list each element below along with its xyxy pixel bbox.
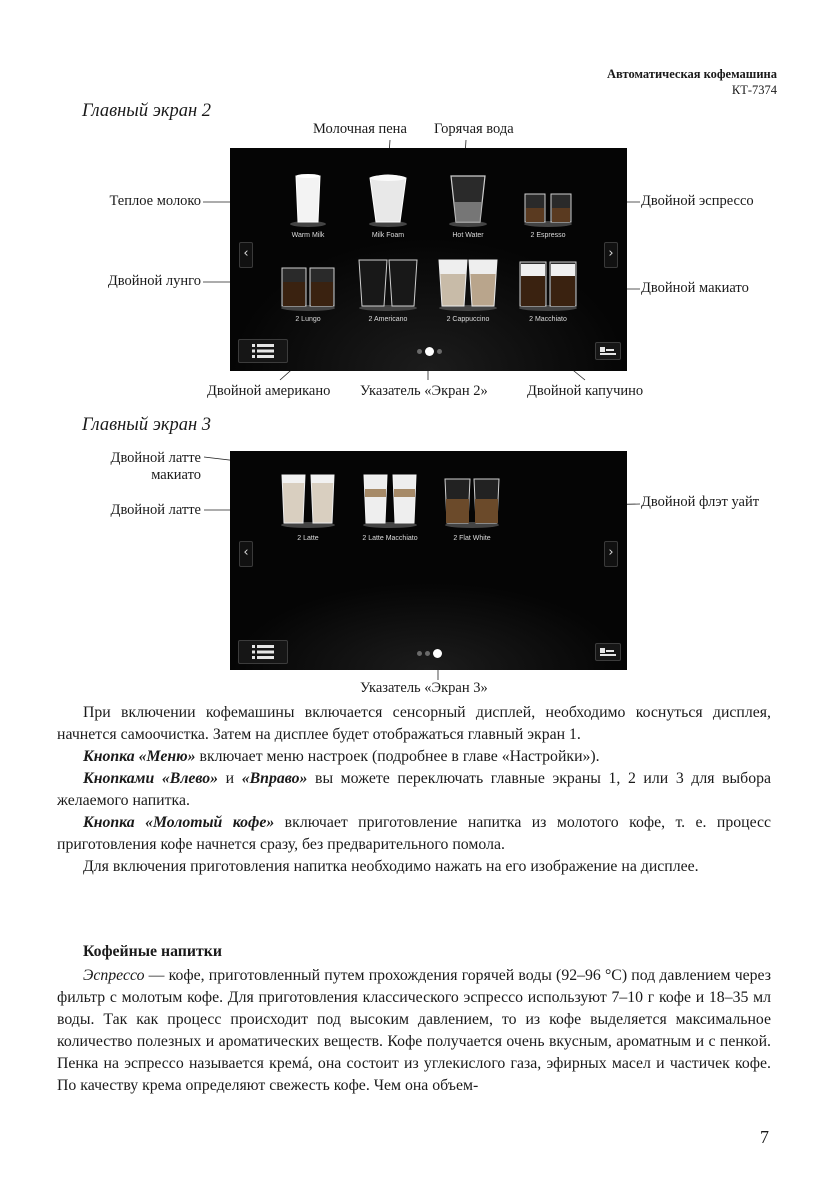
ground-coffee-icon <box>599 646 617 658</box>
term-menu-button: Кнопка «Меню» <box>83 748 196 765</box>
screen2-title: Главный экран 2 <box>82 101 212 121</box>
drink-label: 2 Flat White <box>453 535 491 542</box>
instructions-text <box>57 702 771 878</box>
callout-milk-foam: Молочная пена <box>313 121 407 137</box>
callout-double-americano: Двойной американо <box>207 383 331 399</box>
double-latte-macchiato-glasses-icon <box>360 471 420 529</box>
page-dot-active <box>425 347 434 356</box>
menu-icon <box>252 644 274 660</box>
ground-coffee-icon <box>599 345 617 357</box>
page-indicator <box>417 347 442 356</box>
hot-water-glass-icon <box>446 172 490 228</box>
drink-label: Warm Milk <box>291 232 325 239</box>
drink-milk-foam[interactable] <box>348 172 428 239</box>
drink-label: 2 Lungo <box>295 316 321 323</box>
double-macchiato-glasses-icon <box>516 256 580 312</box>
paragraph-intro: При включении кофемашины включается сенсорный дисплей, необходимо коснуться дисплея, начнется самоочистка. Затем на дисплее будет отображаться главный экран 1. <box>57 704 771 743</box>
chevron-left-icon: ‹ <box>243 545 249 560</box>
callout-double-espresso: Двойной эспрессо <box>641 193 754 209</box>
coffee-drinks-heading: Кофейные напитки <box>83 943 222 960</box>
page-dot <box>417 349 422 354</box>
main-screen-2 <box>230 148 627 371</box>
header-model: КТ-7374 <box>731 83 777 97</box>
chevron-right-icon: › <box>608 246 614 261</box>
page-number: 7 <box>760 1127 769 1147</box>
drink-2-latte-macchiato[interactable] <box>350 471 430 542</box>
chevron-right-icon: › <box>608 545 614 560</box>
callout-double-latte-macchiato <box>111 450 201 484</box>
double-lungo-cups-icon <box>278 256 338 312</box>
paragraph-nav-buttons: Кнопками «Влево» и «Вправо» вы можете переключать главные экраны 1, 2 или 3 для выбора желаемого напитка. <box>57 770 772 809</box>
drink-label: 2 Espresso <box>530 232 566 239</box>
double-americano-glasses-icon <box>356 256 420 312</box>
page-dot-active <box>433 649 442 658</box>
drink-2-lungo[interactable] <box>268 256 348 323</box>
drink-2-cappuccino[interactable] <box>428 256 508 323</box>
callout-indicator-screen3: Указатель «Экран 3» <box>360 680 488 696</box>
paragraph-select-drink: Для включения приготовления напитка необходимо нажать на его изображение на дисплее. <box>83 858 699 875</box>
paragraph-espresso: Эспрессо — кофе, приготовленный путем прохождения горячей воды (92–96 °С) под давлением через фильтр с молотым кофе. Для приготовления классического эспрессо используют 7–10 г кофе и 18–35 мл воды. Так как процесс происходит под высоким давлением, то из кофе выделяется максимальное количество полезных и ароматических веществ. Кофе получается очень вкусным, ароматным и с пенкой. Пенка на эспрессо называется кремá, она состоит из углекислого газа, эфирных масел и частичек кофе. По качеству крема определяют свежесть кофе. Чем она объем- <box>57 967 771 1094</box>
drink-2-flat-white[interactable] <box>432 471 512 542</box>
drink-label: 2 Americano <box>368 316 408 323</box>
double-espresso-cups-icon <box>521 172 575 228</box>
document-header <box>607 66 777 98</box>
chevron-left-icon: ‹ <box>243 246 249 261</box>
double-latte-glasses-icon <box>278 471 338 529</box>
drink-2-latte[interactable] <box>268 471 348 542</box>
drink-label: 2 Cappuccino <box>446 316 490 323</box>
warm-milk-glass-icon <box>288 172 328 228</box>
ground-coffee-button[interactable] <box>595 342 621 360</box>
nav-left-button[interactable] <box>239 242 253 268</box>
drink-2-americano[interactable] <box>348 256 428 323</box>
double-flat-white-glasses-icon <box>442 471 502 529</box>
callout-hot-water: Горячая вода <box>434 121 514 137</box>
drink-label: 2 Latte <box>297 535 319 542</box>
paragraph-ground-coffee: Кнопка «Молотый кофе» включает приготовление напитка из молотого кофе, т. е. процесс приготовления кофе начнется сразу, без предварительного помола. <box>57 814 771 853</box>
menu-icon <box>252 343 274 359</box>
menu-button[interactable] <box>238 339 288 363</box>
callout-double-cappuccino: Двойной капучино <box>527 383 644 399</box>
espresso-text <box>57 965 771 1097</box>
page-indicator <box>417 649 442 658</box>
main-screen-3 <box>230 451 627 670</box>
callout-line-2: макиато <box>151 467 201 483</box>
callout-double-flat-white: Двойной флэт уайт <box>641 494 760 510</box>
drink-label: Hot Water <box>452 232 484 239</box>
nav-left-button[interactable] <box>239 541 253 567</box>
menu-button[interactable] <box>238 640 288 664</box>
callout-double-macchiato: Двойной макиато <box>641 280 749 296</box>
page-dot <box>425 651 430 656</box>
drink-2-macchiato[interactable] <box>508 256 588 323</box>
drink-label: 2 Macchiato <box>529 316 567 323</box>
drink-hot-water[interactable] <box>428 172 508 239</box>
drink-warm-milk[interactable] <box>268 172 348 239</box>
screen3-title: Главный экран 3 <box>82 415 212 435</box>
page-dot <box>417 651 422 656</box>
term-ground-coffee-button: Кнопка «Молотый кофе» <box>83 814 275 831</box>
drink-2-espresso[interactable] <box>508 172 588 239</box>
callout-double-latte: Двойной латте <box>110 502 201 518</box>
term-left-button: Кнопками «Влево» <box>83 770 219 787</box>
callout-warm-milk: Теплое молоко <box>109 193 201 209</box>
term-right-button: «Вправо» <box>241 770 308 787</box>
term-espresso: Эспрессо <box>83 967 145 984</box>
callout-indicator-screen2: Указатель «Экран 2» <box>360 383 488 399</box>
paragraph-menu-button: Кнопка «Меню» включает меню настроек (подробнее в главе «Настройки»). <box>83 748 600 765</box>
nav-right-button[interactable] <box>604 541 618 567</box>
drink-label: Milk Foam <box>371 232 405 239</box>
header-product-name: Автоматическая кофемашина <box>607 67 777 81</box>
ground-coffee-button[interactable] <box>595 643 621 661</box>
callout-line-1: Двойной латте <box>110 450 201 466</box>
double-cappuccino-glasses-icon <box>436 256 500 312</box>
page-dot <box>437 349 442 354</box>
milk-foam-glass-icon <box>366 172 410 228</box>
drink-label: 2 Latte Macchiato <box>362 535 418 542</box>
nav-right-button[interactable] <box>604 242 618 268</box>
callout-double-lungo: Двойной лунго <box>107 273 201 289</box>
